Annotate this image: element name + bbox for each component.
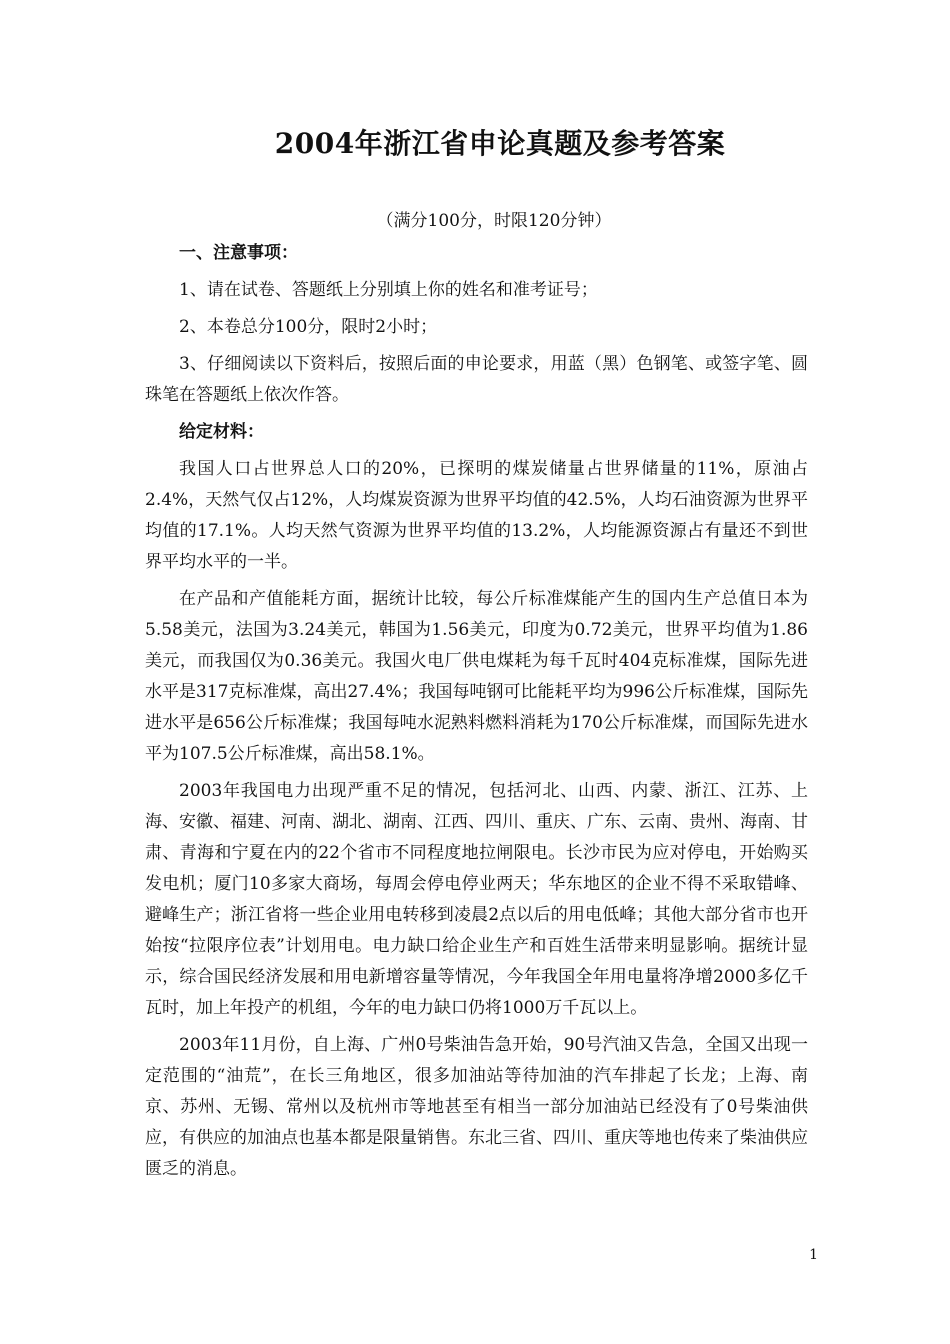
notice-item: 2、本卷总分100分，限时2小时； [179, 317, 438, 337]
notice-heading: 一、注意事项： [179, 243, 298, 263]
material-paragraph: 2003年11月份，自上海、广州0号柴油告急开始，90号汽油又告急，全国又出现一定范围的“油荒”，在长三角地区，很多加油站等待加油的汽车排起了长龙；上海、南京、苏州、无锡、常州以及杭州市等地甚至有相当一部分加油站已经没有了0号柴油供应，有供应的加油点也基本都是限量销售。东北三省、四川、重庆等地也传来了柴油供应匮乏的消息。 [145, 1035, 808, 1179]
material-paragraph: 我国人口占世界总人口的20%，已探明的煤炭储量占世界储量的11%，原油占2.4%，天然气仅占12%，人均煤炭资源为世界平均值的42.5%，人均石油资源为世界平均值的17.1%。人均天然气资源为世界平均值的13.2%，人均能源资源占有量还不到世界平均水平的一半。 [145, 459, 808, 572]
materials-heading: 给定材料： [179, 422, 264, 442]
page-number: 1 [809, 1247, 818, 1263]
material-paragraph: 在产品和产值能耗方面，据统计比较，每公斤标准煤能产生的国内生产总值日本为5.58美元，法国为3.24美元，韩国为1.56美元，印度为0.72美元，世界平均值为1.86美元，而我国仅为0.36美元。我国火电厂供电煤耗为每千瓦时404克标准煤，国际先进水平是317克标准煤，高出27.4%；我国每吨钢可比能耗平均为996公斤标准煤，国际先进水平是656公斤标准煤；我国每吨水泥熟料燃料消耗为170公斤标准煤，而国际先进水平为107.5公斤标准煤，高出58.1%。 [145, 589, 808, 764]
page-title: 2004年浙江省申论真题及参考答案 [274, 127, 726, 160]
material-paragraph: 2003年我国电力出现严重不足的情况，包括河北、山西、内蒙、浙江、江苏、上海、安徽、福建、河南、湖北、湖南、江西、四川、重庆、广东、云南、贵州、海南、甘肃、青海和宁夏在内的22个省市不同程度地拉闸限电。长沙市民为应对停电，开始购买发电机；厦门10多家大商场，每周会停电停业两天；华东地区的企业不得不采取错峰、避峰生产；浙江省将一些企业用电转移到凌晨2点以后的用电低峰；其他大部分省市也开始按“拉限序位表”计划用电。电力缺口给企业生产和百姓生活带来明显影响。据统计显示，综合国民经济发展和用电新增容量等情况，今年我国全年用电量将净增2000多亿千瓦时，加上年投产的机组，今年的电力缺口仍将1000万千瓦以上。 [145, 781, 808, 1018]
notice-item: 3、仔细阅读以下资料后，按照后面的申论要求，用蓝（黑）色钢笔、或签字笔、圆珠笔在答题纸上依次作答。 [145, 354, 808, 405]
document-body [145, 238, 808, 1191]
exam-info: （满分100分，时限120分钟） [376, 211, 612, 231]
notice-item: 1、请在试卷、答题纸上分别填上你的姓名和准考证号； [179, 280, 598, 300]
